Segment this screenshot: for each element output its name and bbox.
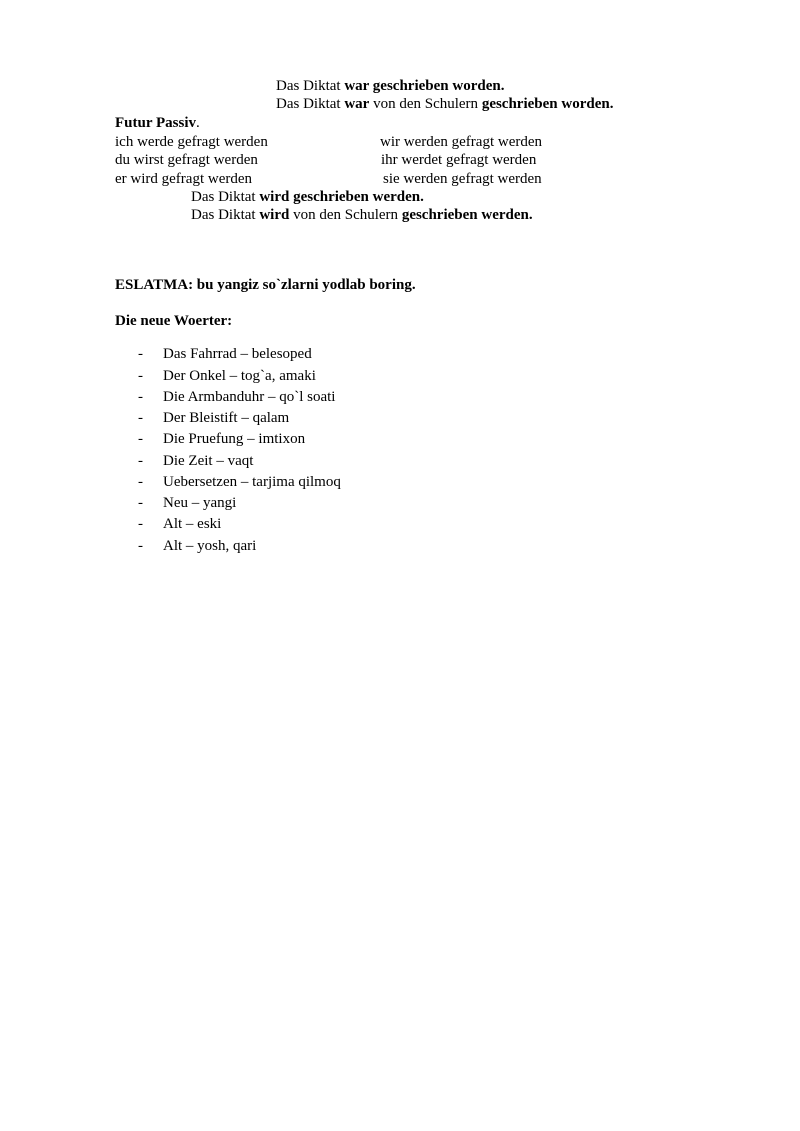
example-bold: geschrieben werden.: [401, 207, 533, 223]
vocab-entry: Das Fahrrad – belesoped: [163, 346, 312, 362]
list-dash: -: [138, 516, 143, 532]
list-dash: -: [138, 410, 143, 426]
example-bold: geschrieben worden.: [481, 96, 614, 112]
conjugation-left-1: ich werde gefragt werden: [115, 134, 268, 150]
example-line-1: [276, 77, 504, 95]
example-text: Das Diktat: [191, 207, 260, 223]
example-text: Das Diktat: [276, 96, 345, 112]
example-bold: war geschrieben worden.: [344, 78, 505, 94]
example-line-2: [276, 95, 613, 113]
example-text: von den Schulern: [289, 207, 402, 223]
vocab-entry: Alt – eski: [163, 516, 222, 532]
example-bold: war: [344, 96, 370, 112]
vocab-entry: Die Pruefung – imtixon: [163, 431, 306, 447]
list-dash: -: [138, 538, 143, 554]
conjugation-left-3: er wird gefragt werden: [115, 171, 253, 187]
conjugation-right-1: wir werden gefragt werden: [380, 134, 543, 150]
list-dash: -: [138, 495, 143, 511]
futur-heading: [115, 114, 200, 132]
vocab-entry: Die Zeit – vaqt: [163, 453, 254, 469]
vocab-entry: Die Armbanduhr – qo`l soati: [163, 389, 336, 405]
conjugation-right-2: ihr werdet gefragt werden: [381, 152, 537, 168]
list-dash: -: [138, 431, 143, 447]
example-text: Das Diktat: [276, 78, 345, 94]
list-dash: -: [138, 389, 143, 405]
futur-example-1: [191, 188, 424, 206]
list-dash: -: [138, 453, 143, 469]
example-text: Das Diktat: [191, 189, 260, 205]
example-text: von den Schulern: [369, 96, 482, 112]
futur-example-2: [191, 206, 533, 224]
vocab-heading: [115, 312, 232, 330]
list-dash: -: [138, 368, 143, 384]
vocab-heading-text: Die neue Woerter:: [115, 313, 233, 329]
conjugation-left-2: du wirst gefragt werden: [115, 152, 258, 168]
vocab-entry: Der Bleistift – qalam: [163, 410, 290, 426]
note-text: ESLATMA: bu yangiz so`zlarni yodlab boring.: [115, 277, 416, 293]
vocab-entry: Alt – yosh, qari: [163, 538, 257, 554]
note-eslatma: [115, 276, 416, 294]
example-bold: wird: [259, 207, 290, 223]
list-dash: -: [138, 346, 143, 362]
futur-heading-bold: Futur Passiv: [115, 115, 196, 131]
futur-heading-suffix: .: [195, 115, 200, 131]
list-dash: -: [138, 474, 143, 490]
vocab-entry: Der Onkel – tog`a, amaki: [163, 368, 316, 384]
example-bold: wird geschrieben werden.: [259, 189, 424, 205]
vocab-entry: Neu – yangi: [163, 495, 237, 511]
vocab-entry: Uebersetzen – tarjima qilmoq: [163, 474, 341, 490]
conjugation-right-3: sie werden gefragt werden: [383, 171, 542, 187]
